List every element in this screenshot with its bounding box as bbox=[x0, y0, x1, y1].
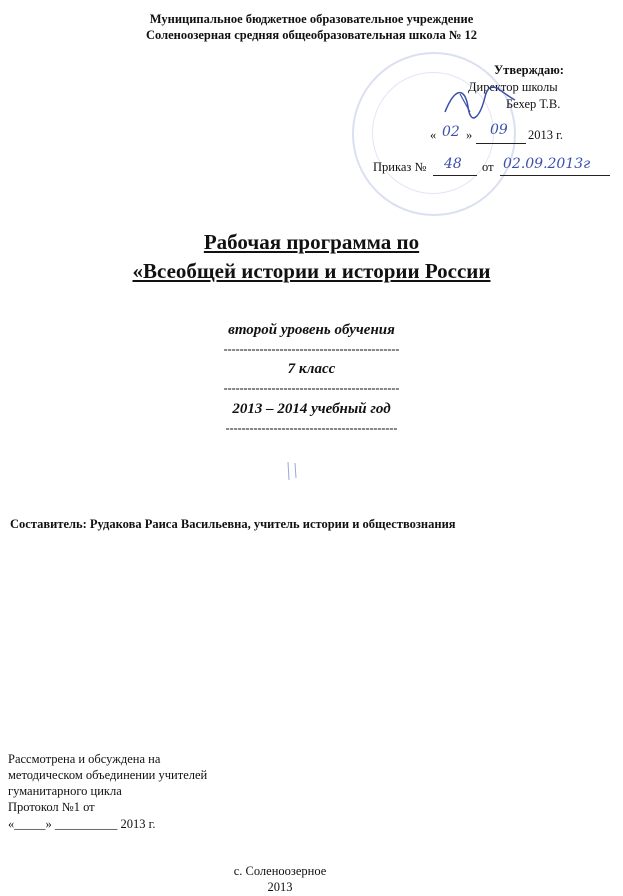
order-date-underline bbox=[500, 175, 610, 176]
approval-date-year: 2013 г. bbox=[528, 128, 563, 142]
order-label: Приказ № bbox=[373, 160, 427, 174]
approval-date-close: » bbox=[466, 128, 473, 142]
separator-dashes-3: ------------------------------------------- bbox=[225, 421, 398, 435]
approval-role: Директор школы bbox=[468, 80, 558, 94]
author-line: Составитель: Рудакова Раиса Васильевна, учитель истории и обществознания bbox=[10, 517, 456, 531]
order-date: 02.09.2013г bbox=[503, 156, 591, 172]
review-line-4: Протокол №1 от bbox=[8, 800, 95, 814]
director-signature bbox=[440, 82, 520, 122]
order-number-underline bbox=[433, 175, 477, 176]
review-line-5: «_____» __________ 2013 г. bbox=[8, 817, 156, 831]
pen-mark bbox=[283, 460, 303, 482]
approval-heading: Утверждаю: bbox=[494, 63, 564, 77]
program-title-line1 bbox=[0, 230, 623, 255]
grade-label: 7 класс bbox=[287, 361, 336, 377]
approval-name: Бехер Т.В. bbox=[506, 97, 561, 111]
approval-date-day: 02 bbox=[442, 124, 460, 140]
separator-dashes-2: -------------------------------------------- bbox=[223, 381, 400, 395]
order-from: от bbox=[482, 160, 494, 174]
separator-dashes-1: -------------------------------------------- bbox=[223, 342, 400, 356]
program-title-line2 bbox=[0, 259, 623, 284]
review-line-1: Рассмотрена и обсуждена на bbox=[8, 752, 161, 766]
school-type-line: Муниципальное бюджетное образовательное учреждение bbox=[149, 12, 474, 26]
footer-year: 2013 bbox=[267, 880, 293, 894]
education-level: второй уровень обучения bbox=[228, 322, 395, 338]
program-title-line1-text: Рабочая программа по bbox=[203, 230, 420, 254]
review-line-2: методическом объединении учителей bbox=[8, 768, 208, 782]
review-line-3: гуманитарного цикла bbox=[8, 784, 122, 798]
program-title-line2-text: «Всеобщей истории и истории России bbox=[132, 259, 491, 283]
approval-date-open: « bbox=[430, 128, 437, 142]
academic-year: 2013 – 2014 учебный год bbox=[232, 401, 391, 417]
approval-date-month: 09 bbox=[490, 122, 508, 138]
footer-place: с. Соленоозерное bbox=[233, 864, 327, 878]
date-month-underline bbox=[476, 143, 526, 144]
order-number: 48 bbox=[444, 156, 462, 172]
school-name-line: Соленоозерная средняя общеобразовательная школа № 12 bbox=[145, 28, 478, 42]
